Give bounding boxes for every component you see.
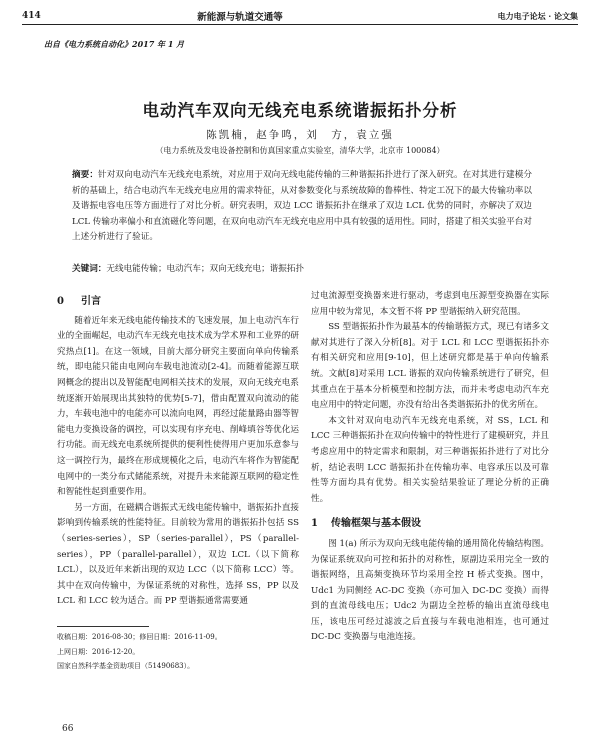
section-heading-intro: [57, 294, 299, 310]
header-page-number: 414: [22, 11, 41, 21]
paragraph: 随着近年来无线电能传输技术的飞速发展，加上电动汽车行业的全面崛起，电动汽车无线充电技术成为学术界和工业界的研究热点[1]。在这一领域，目前大部分研究主要面向单向传输系统，即电能只能由电网向车载电池流动[2-4]。而随着能源互联网概念的提出以及智能配电网相关技术的发展，双向无线充电系统逐渐开始展现出其独特的优势[5-7]，借由配置双向流动的能力，车载电池中的电能亦可以流向电网，再经过能量路由器等智能电力变换设备的调控，可以实现有序充电、削峰填谷等优化运行功能。而无线充电系统所提供的便利性使得用户更加乐意参与这一调控行为，最终在形成规模化之后，电动汽车将作为智能配电网中的一类分布式储能系统，对提升未来能源互联网的稳定性和智能性起到重要作用。: [57, 315, 299, 498]
header-section: 电力电子论坛 · 论文集: [497, 10, 578, 21]
left-column: [57, 288, 299, 610]
paragraph: 过电流源型变换器来进行驱动，考虑到电压源型变换器在实际应用中较为常见，本文暂不将 PP 型谐振纳入研究范围。: [311, 291, 549, 317]
header-rule: [22, 24, 578, 25]
abstract-text: 针对双向电动汽车无线充电系统，对应用于双向无线电能传输的三种谐振拓扑进行了深入研究。在对其进行建模分析的基础上，结合电动汽车无线充电应用的需求特征，从对参数变化与系统故障的鲁棒性、特定工况下的最大传输功率以及谐振电容电压等方面进行了对比分析。研究表明，双边 LCC 谐振拓扑在继承了双边 LCL 优势的同时，亦解决了双边 LCL 传输功率偏小和直流磁化等问题，在双向电动汽车无线充电应用中具有较强的适用性。同时，搭建了相关实验平台对上述分析进行了验证。: [72, 170, 532, 242]
footnote-rule: [57, 626, 149, 627]
section-number: 1: [311, 518, 318, 530]
paragraph: 图 1(a) 所示为双向无线电能传输的通用简化传输结构图。为保证系统双向可控和拓扑的对称性，原副边采用完全一致的谐振网络，且高频变换环节均采用全控 H 桥式变换。图中，Udc1 为同侧经 AC-DC 变换（亦可加入 DC-DC 变换）而得到的直流母线电压；Udc2 为副边全控桥的输出直流母线电压，该电压可经过滤波之后直接与车载电池相连，也可通过 DC-DC 变换器与电池连接。: [311, 538, 549, 643]
abstract: [72, 168, 532, 246]
footnote-received: 收稿日期：2016-08-30；修回日期：2016-11-09。: [57, 633, 222, 641]
footnotes: [57, 630, 222, 674]
section-heading-1: [311, 516, 549, 532]
footnote-online: 上网日期：2016-12-20。: [57, 647, 140, 656]
citation-line: 出自《电力系统自动化》2017 年 1 月: [44, 39, 185, 49]
paragraph: 另一方面，在磁耦合谐振式无线电能传输中，谐振拓扑直接影响到传输系统的性能特征。目前较为常用的谐振拓扑包括 SS（series-series），SP（series-parallel），PS（parallel-series），PP（parallel-parallel），双边 LCL（以下简称 LCL），以及近年来新出现的双边 LCC（以下简称 LCC）等。其中在双向传输中，为保证系统的对称性，选择 SS，PP 以及 LCL 和 LCC 较为适合。而 PP 型谐振通常需要通: [57, 502, 299, 607]
footer-page-number: 66: [62, 724, 74, 734]
section-title: 传输框架与基本假设: [331, 518, 421, 530]
keywords-text: 无线电能传输；电动汽车；双向无线充电；谐振拓扑: [106, 264, 305, 274]
footnote-fund: 国家自然科学基金资助项目（51490683）。: [57, 662, 195, 670]
section-title: 引言: [81, 296, 101, 307]
running-header: [22, 9, 578, 23]
keywords-label: 关键词：: [72, 264, 107, 274]
section-number: 0: [57, 296, 64, 307]
paragraph: SS 型谐振拓扑作为最基本的传输谐振方式，现已有诸多文献对其进行了深入分析[8]。对于 LCL 和 LCC 型谐振拓扑亦有相关研究和应用[9-10]，但上述研究都是基于单向传输系统。文献[8]对采用 LCL 谐振的双向传输系统进行了研究，但其重点在于基本分析模型和控制方法，而并未考虑电动汽车充电应用中的特定问题，亦没有给出各类谐振拓扑的优劣所在。: [311, 322, 549, 411]
paper-affiliation: （电力系统及发电设备控制和仿真国家重点实验室，清华大学，北京市 100084）: [155, 146, 445, 155]
header-journal: 新能源与轨道交通等: [197, 12, 283, 23]
paragraph: 本文针对双向电动汽车无线充电系统，对 SS，LCL 和 LCC 三种谐振拓扑在双向传输中的特性进行了建模研究，并且考虑应用中的特定需求和限制，对三种谐振拓扑进行了对比分析，结论表明 LCC 谐振拓扑在传输功率、电容承压以及可靠性等方面均具有优势。相关实验结果验证了理论分析的正确性。: [311, 415, 549, 504]
keywords: [72, 262, 532, 276]
abstract-label: 摘要：: [72, 170, 99, 180]
right-column: [311, 289, 549, 646]
paper-title: 电动汽车双向无线充电系统谐振拓扑分析: [142, 101, 458, 120]
paper-authors: 陈凯楠，赵争鸣，刘 方，袁立强: [206, 129, 394, 141]
